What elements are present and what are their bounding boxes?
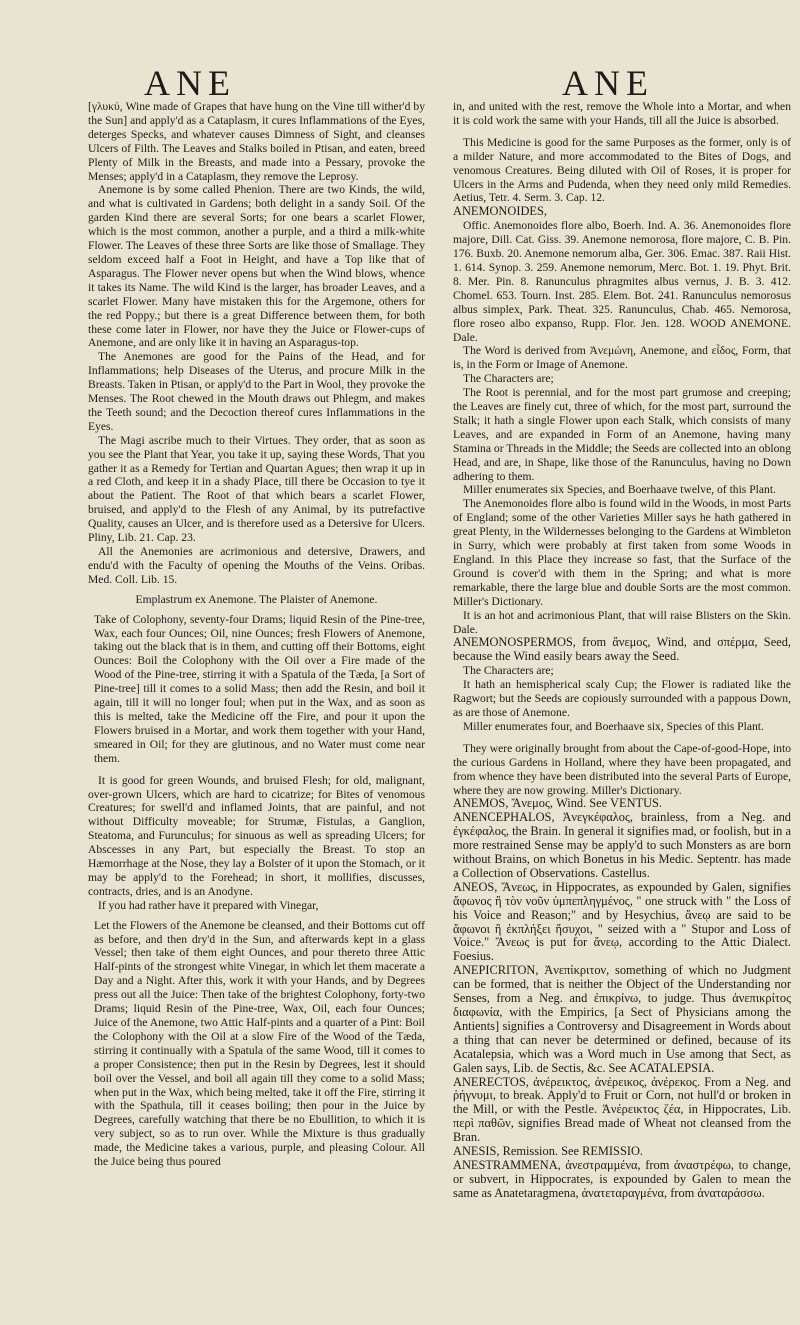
text-paragraph: They were originally brought from about the Cape-of-good-Hope, into the curious Gardens in Holland, where they have been propagated, and from whence they have been distributed into the several Parts of Europe, where they are now growing. Miller's Dictionary. (453, 741, 791, 797)
entry-paragraph: ANERECTOS, ἀνέρεικτος, ἀνέρεικος, ἀνέρεκος. From a Neg. and ῥήγνυμι, to break. Apply'd to Fruit or Corn, not hull'd or broken in the Mill, or with the Pestle. Ἀνέρεικτος ζέα, in Hippocrates, Lib. περὶ παθῶν, signifies Bread made of Wheat not cleansed from the Bran. (453, 1074, 791, 1145)
entry-paragraph: ANEPICRITON, Ἀνεπίκριτον, something of which no Judgment can be formed, that is neither the Object of the Understanding nor Senses, from a Neg. and ἐπικρίνω, to judge. Thus ἀνεπικρίτος διαφωνία, with the Empirics, [a Sect of Physicians among the Antients] signifies a Controversy and Disagreement in Words about a thing that can never be determined or defined, because of its Acatalepsia, which was a Word much in Use among that Sect, as Galen says, Lib. de Sectis, &c. See ACATALEPSIA. (453, 963, 791, 1075)
subheading: Emplastrum ex Anemone. The Plaister of Anemone. (135, 592, 378, 606)
entry-paragraph: ANEMOS, Ἄνεμος, Wind. See VENTUS. (453, 796, 663, 811)
text-paragraph: Anemone is by some called Phenion. There are two Kinds, the wild, and what is cultivated in Gardens; both delight in a sandy Soil. Of the garden Kind there are several Sorts; for one bears a scarlet Flower, which is the most common, another a purple, and a third a milk-white Flower. The Leaves of these three Sorts are like those of Smallage. They seldom exceed half a Foot in Height, and have a Top like that of Asparagus. The Flower never opens but when the Wind blows, whence it takes its Name. The wild Kind is the larger, has broader Leaves, and a scarlet Flower. Many have mistaken this for the Argemone, others for the red Poppy.; but there is a great Difference between them, for both these come later in Flower, nor have they the Juice or Flower-cups of Anemone, and are only like it in having an Asparagus-top. (88, 183, 425, 350)
right-column (453, 100, 791, 1201)
text-paragraph: The Anemonoides flore albo is found wild in the Woods, in most Parts of England; some of the other Varieties Miller says he hath gathered in great Plenty, in the Wildernesses belonging to the Gardens at Wimbleton in Surry, which were probably at first taken from some Woods in England. In this Place they increase so fast, that the Surface of the Ground is cover'd with them in the Spring; and what is more remarkable, there the large blue and double Sorts are the most common. Miller's Dictionary. (453, 497, 791, 608)
text-paragraph: The Characters are; (463, 664, 554, 678)
entry-paragraph: ANESIS, Remission. See REMISSIO. (453, 1144, 644, 1159)
text-paragraph: It is an hot and acrimonious Plant, that will raise Blisters on the Skin. Dale. (453, 608, 791, 636)
entry-paragraph: ANENCEPHALOS, Ἀνεγκέφαλος, brainless, from a Neg. and ἐγκέφαλος, the Brain. In general it signifies mad, or foolish, but in a more restrained Sense may be apply'd to such Monsters as are born without Brains, on which Bonetus in his Medic. Septentr. has made a Collection of Observations. Castellus. (453, 810, 791, 880)
text-paragraph: Miller enumerates six Species, and Boerhaave twelve, of this Plant. (463, 483, 776, 497)
recipe-paragraph: Take of Colophony, seventy-four Drams; liquid Resin of the Pine-tree, Wax, each four Ounces; Oil, nine Ounces; fresh Flowers of Anemone, taking out the black that is in them, and cutting off their Bottoms, eight Ounces: Boil the Colophony with the Oil over a Fire made of the Wood of the Pine-tree, stirring it with a Spatula of the Tæda, [a Sort of Pine-tree] till it comes to a solid Mass; then add the Resin, and boil it again, till it will no longer foul; when put in the Wax, and as soon as this is melted, take the Medicine off the Fire, and pour it upon the Flowers bruised in a Mortar, and work them together with your Hand, smeared in Oil; for they are glutinous, and no Water must come near them. (94, 612, 425, 765)
recipe-paragraph: Let the Flowers of the Anemone be cleansed, and their Bottoms cut off as before, and then dry'd in the Sun, and afterwards kept in a glass Vessel; then take of them eight Ounces, and pour thereto three Attic Half-pints of the strongest white Vinegar, in which let them macerate a Day and a Night. After this, work it with your Hands, and by Degrees press out all the Juice: Then take of the brightest Colophony, forty-two Drams; liquid Resin of the Pine-tree, Wax, Oil, each four Ounces; Juice of the Anemone, two Attic Half-pints and a quarter of a Pint: Boil the Colophony with the Oil at a slow Fire of the Wood of the Tæda, stirring it continually with a Spatula of the same Wood, till it comes to a proper Consistence; then put in the Resin by Degrees, lest it should boil over the Vessel, and boil all again till they come to a solid Mass; when put in the Wax, which being melted, take it off the Fire, stirring it with the Spathula, till it ceases boiling; then pour in the Juice by Degrees, carefully watching that there be no Ebullition, to which it is very subject, so as to run over. While the Mixture is thus gradually made, the Medicine takes a various, purple, and pleasing Colour. All the Juice being thus poured (94, 918, 425, 1169)
text-paragraph: It is good for green Wounds, and bruised Flesh; for old, malignant, over-grown Ulcers, which are hard to cicatrize; for Bites of venomous Creatures; for swell'd and inflamed Joints, that are painful, and not without Difficulty moveable; for Strumæ, Fistulas, a Ganglion, Steatoma, and Furunculus; for sinuous as well as spreading Ulcers; for Abscesses in any Part, but especially the Breast. To stop an Hæmorrhage at the Nose, they lay a Bolster of it upon the Stomach, or it may be apply'd to the Forehead; in short, it mollifies, discusses, contracts, dries, and is an Anodyne. (88, 773, 425, 898)
text-paragraph: If you had rather have it prepared with Vinegar, (98, 898, 319, 912)
running-head-right: ANE (562, 63, 654, 103)
text-paragraph: Offic. Anemonoides flore albo, Boerh. Ind. A. 36. Anemonoides flore majore, Dill. Cat. Giss. 39. Anemone nemorosa, flore majore, C. B. Pin. 176. Buxb. 20. Anemone nemorum alba, Ger. 306. Emac. 387. Raii Hist. 1. 614. Synop. 3. 259. Anemone nemorum, Merc. Bot. 1. 19. Phyt. Brit. 8. Mer. Pin. 8. Ranunculus phragmites albus vernus, J. B. 3. 412. Chomel. 653. Tourn. Inst. 285. Elem. Bot. 241. Ranunculus nemorosus albus simplex, Park. Theat. 325. Ranunculus, Chab. 465. Nemorosa, flore roseo albo expanso, Rupp. Flor. Jen. 128. WOOD ANEMONE. Dale. (453, 219, 791, 344)
text-paragraph: All the Anemonies are acrimonious and detersive, Drawers, and endu'd with the Faculty of opening the Mouths of the Veins. Oribas. Med. Coll. Lib. 15. (88, 545, 425, 586)
entry-paragraph: ANESTRAMMENA, ἀνεστραμμένα, from ἀναστρέφω, to change, or subvert, in Hippocrates, is expounded by Galen to mean the same as Anatetaragmena, ἀνατεταραγμένα, from ἀναταράσσω. (453, 1157, 791, 1200)
running-head-left: ANE (144, 63, 236, 103)
text-paragraph: [γλυκύ, Wine made of Grapes that have hung on the Vine till wither'd by the Sun] and apply'd as a Cataplasm, it cures Inflammations of the Eyes, deterges Specks, and whatever causes Dimness of Sight, and cleanses Ulcers of Filth. The Leaves and Stalks boiled in Ptisan, and eaten, breed Plenty of Milk in the Breasts, and made into a Pessary, provoke the Menses; apply'd in a Cataplasm, they remove the Leprosy. (88, 100, 425, 183)
left-column (88, 100, 425, 1169)
entry-paragraph: ANEMONOSPERMOS, from ἄνεμος, Wind, and σπέρμα, Seed, because the Wind easily bears away the Seed. (453, 635, 791, 664)
entry-paragraph: ANEOS, Ἄνεως, in Hippocrates, as expounded by Galen, signifies ἄφωνος ἢ τὸν νοῦν ὑμπεπληγμένος, " one struck with " the Loss of his Voice and Reason;" and by Hesychius, ἄνεῳ are said to be ἄφωνοι ἢ ἐκπλήξει ἥσυχοι, " seized with a " Stupor and Loss of Voice." Ἄνεως is put for ἄνεῳ, according to the Attic Dialect. Foesius. (453, 879, 791, 964)
text-paragraph: It hath an hemispherical scaly Cup; the Flower is radiated like the Ragwort; but the Seeds are copiously surrounded with a pappous Down, as are those of Anemone. (453, 678, 791, 719)
text-paragraph: The Magi ascribe much to their Virtues. They order, that as soon as you see the Plant that Year, you take it up, saying these Words, That you gather it as a Remedy for Tertian and Quartan Agues; then wrap it up in a red Cloth, and keep it in a shady Place, till there be Occasion to tye it about the Patient. The Root of that which bears a scarlet Flower, bruised, and apply'd to the Flesh of any Animal, by its putrefactive Quality, causes an Ulcer, and is therefore used as a Detersive for Ulcers. Pliny, Lib. 21. Cap. 23. (88, 433, 425, 545)
text-paragraph: The Root is perennial, and for the most part grumose and creeping; the Leaves are finely cut, three of which, for the most part, surround the Stalk; it hath a single Flower upon each Stalk, which consists of many Leaves, and are expanded in Form of an Anemone, having many Stamina or Threads in the Middle; the Seeds are collected into an oblong Head, and are, in Shape, like those of the Ranunculus, having no Down adhering to them. (453, 386, 791, 483)
text-paragraph: This Medicine is good for the same Purposes as the former, only is of a milder Nature, and more accommodated to the Bites of Dogs, and venomous Creatures. Being diluted with Oil of Roses, it is proper for Ulcers in the Arms and Pudenda, when they need only mild Remedies. Aetius, Tetr. 4. Serm. 3. Cap. 12. (453, 135, 791, 205)
text-paragraph: The Characters are; (463, 372, 554, 386)
text-paragraph: in, and united with the rest, remove the Whole into a Mortar, and when it is cold work the same with your Hands, till all the Juice is absorbed. (453, 100, 791, 127)
entry-paragraph: ANEMONOIDES, (453, 204, 547, 219)
text-paragraph: Miller enumerates four, and Boerhaave six, Species of this Plant. (463, 719, 764, 733)
text-paragraph: The Word is derived from Ἀνεμώνη, Anemone, and εἶδος, Form, that is, in the Form or Image of Anemone. (453, 344, 791, 372)
text-paragraph: The Anemones are good for the Pains of the Head, and for Inflammations; help Diseases of the Uterus, and procure Milk in the Breasts. Taken in Ptisan, or apply'd to the Part in Wool, they provoke the Menses. The Root chewed in the Mouth draws out Phlegm, and makes the Teeth sound; and the Decoction thereof cures Inflammations in the Eyes. (88, 350, 425, 433)
